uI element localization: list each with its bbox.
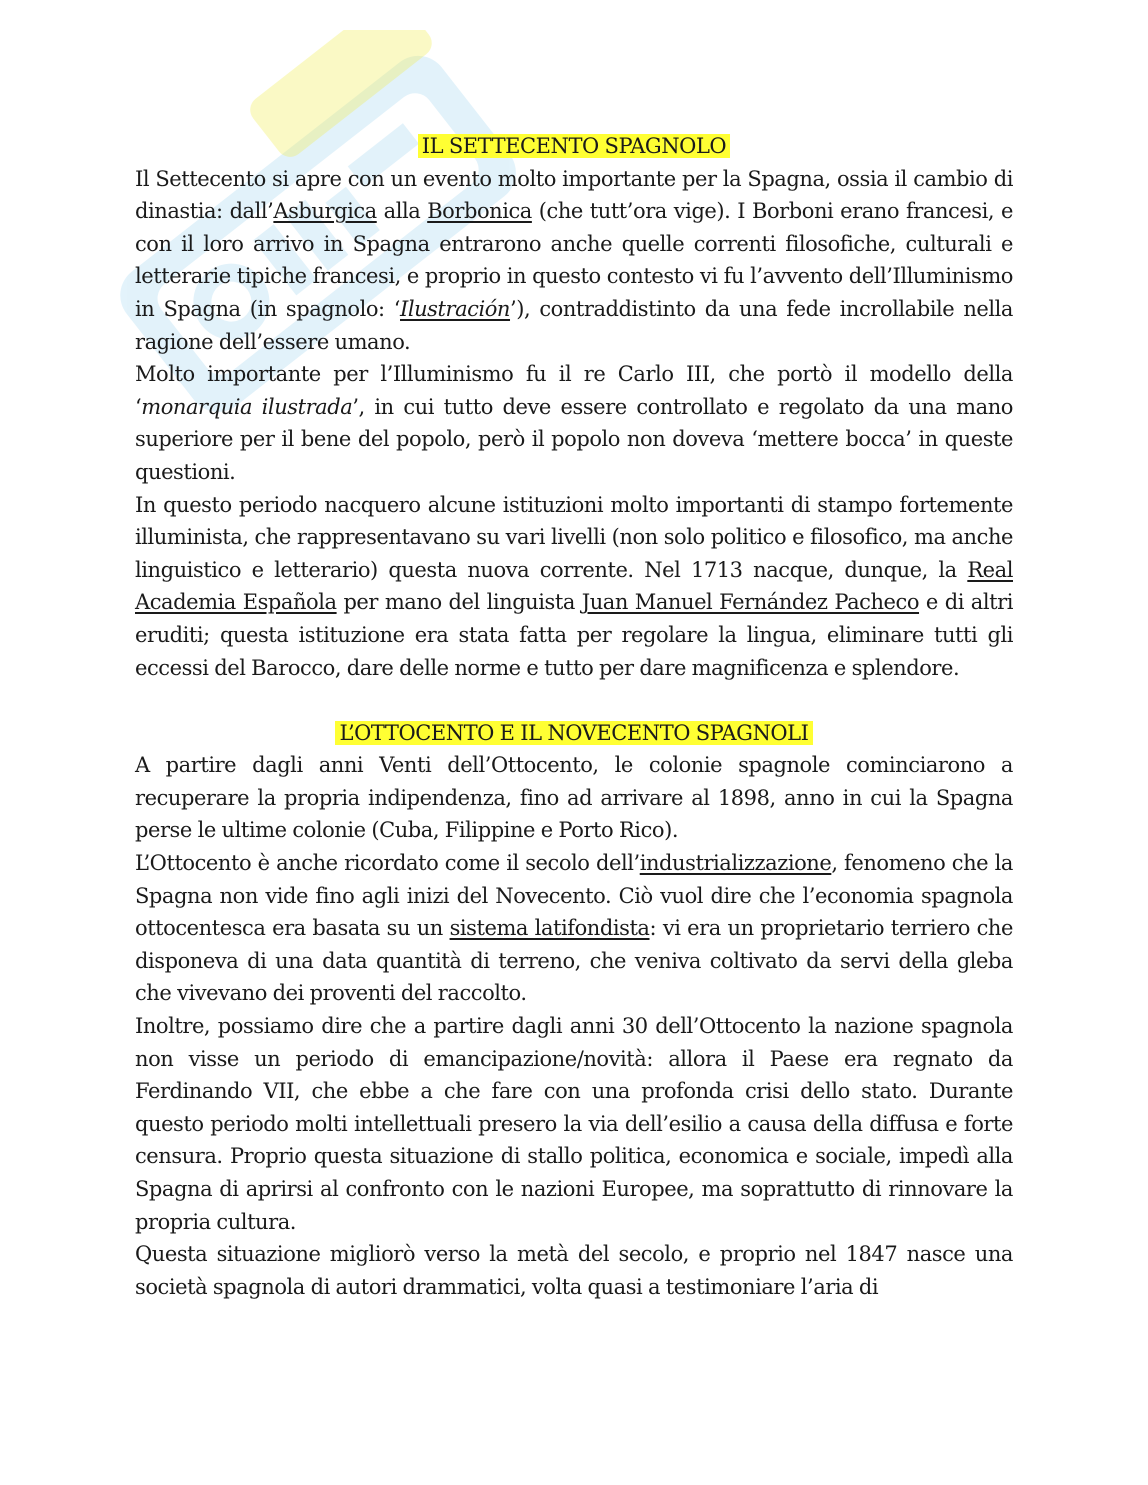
underlined-term: Juan Manuel Fernández Pacheco — [581, 590, 920, 615]
text-run: ’, in cui tutto deve essere controllato e regolato da una mano superiore per il bene del popolo, però il popolo non doveva ‘mettere bocca’ in queste questioni. — [135, 394, 1013, 484]
text-run: per mano del linguista — [336, 590, 582, 615]
text-run: L’Ottocento è anche ricordato come il secolo dell’ — [135, 851, 640, 876]
paragraph — [135, 358, 1013, 488]
text-run: In questo periodo nacquero alcune istituzioni molto importanti di stampo fortemente illuminista, che rappresentavano su vari livelli (non solo politico e filosofico, ma anche linguistico e letterario) questa nuova corrente. Nel 1713 nacque, dunque, la — [135, 492, 1013, 582]
paragraph — [135, 163, 1013, 359]
text-run: Questa situazione migliorò verso la metà del secolo, e proprio nel 1847 nasce una società spagnola di autori drammatici, volta quasi a testimoniare l’aria di — [135, 1242, 1013, 1299]
highlighted-title: L’OTTOCENTO E IL NOVECENTO SPAGNOLI — [335, 721, 812, 745]
text-run: alla — [376, 199, 428, 224]
underlined-term: Asburgica — [273, 199, 377, 224]
section-title-ottocento — [135, 717, 1013, 750]
underlined-term: Borbonica — [427, 199, 532, 224]
italic-term: monarquia ilustrada — [141, 394, 353, 419]
paragraph — [135, 847, 1013, 1010]
underlined-italic-term: Ilustración — [400, 296, 511, 321]
text-run: : vi era un proprietario terriero che disponeva di una data quantità di terreno, che veniva coltivato da servi della gleba che vivevano dei proventi del raccolto. — [135, 916, 1013, 1006]
document-page — [135, 130, 1013, 1303]
section-title-settecento — [135, 130, 1013, 163]
text-run: e di altri eruditi; questa istituzione era stata fatta per regolare la lingua, eliminare tutti gli eccessi del Barocco, dare delle norme e tutto per dare magnificenza e splendore. — [135, 590, 1013, 680]
text-run: , fenomeno che la Spagna non vide fino agli inizi del Novecento. Ciò vuol dire che l’economia spagnola ottocentesca era basata su un — [135, 851, 1013, 941]
text-run: Il Settecento si apre con un evento molto importante per la Spagna, ossia il cambio di dinastia: dall’ — [135, 166, 1013, 224]
underlined-term: sistema latifondista — [449, 916, 650, 941]
text-run: ’), contraddistinto da una fede incrollabile nella ragione dell’essere umano. — [135, 296, 1013, 354]
text-run: (che tutt’ora vige). I Borboni erano francesi, e con il loro arrivo in Spagna entrarono anche quelle correnti filosofiche, culturali e letterarie tipiche francesi, e proprio in questo contesto vi fu l’avvento dell’Illuminismo in Spagna (in spagnolo: ‘ — [135, 199, 1013, 321]
text-run: Molto importante per l’Illuminismo fu il re Carlo III, che portò il modello della ‘ — [135, 362, 1013, 419]
section-spacer — [135, 684, 1013, 717]
text-run: A partire dagli anni Venti dell’Ottocento, le colonie spagnole cominciarono a recuperare la propria indipendenza, fino ad arrivare al 1898, anno in cui la Spagna perse le ultime colonie (Cuba, Filippine e Porto Rico). — [135, 753, 1013, 843]
highlighted-title: IL SETTECENTO SPAGNOLO — [418, 134, 730, 158]
underlined-term: Real Academia Española — [135, 557, 1013, 615]
paragraph — [135, 1010, 1013, 1238]
paragraph — [135, 1238, 1013, 1303]
paragraph — [135, 489, 1013, 685]
paragraph — [135, 749, 1013, 847]
text-run: Inoltre, possiamo dire che a partire dagli anni 30 dell’Ottocento la nazione spagnola non visse un periodo di emancipazione/novità: allora il Paese era regnato da Ferdinando VII, che ebbe a che fare con una profonda crisi dello stato. Durante questo periodo molti intellettuali presero la via dell’esilio a causa della diffusa e forte censura. Proprio questa situazione di stallo politica, economica e sociale, impedì alla Spagna di aprirsi al confronto con le nazioni Europee, ma soprattutto di rinnovare la propria cultura. — [135, 1014, 1013, 1234]
underlined-term: industrializzazione — [639, 851, 832, 876]
